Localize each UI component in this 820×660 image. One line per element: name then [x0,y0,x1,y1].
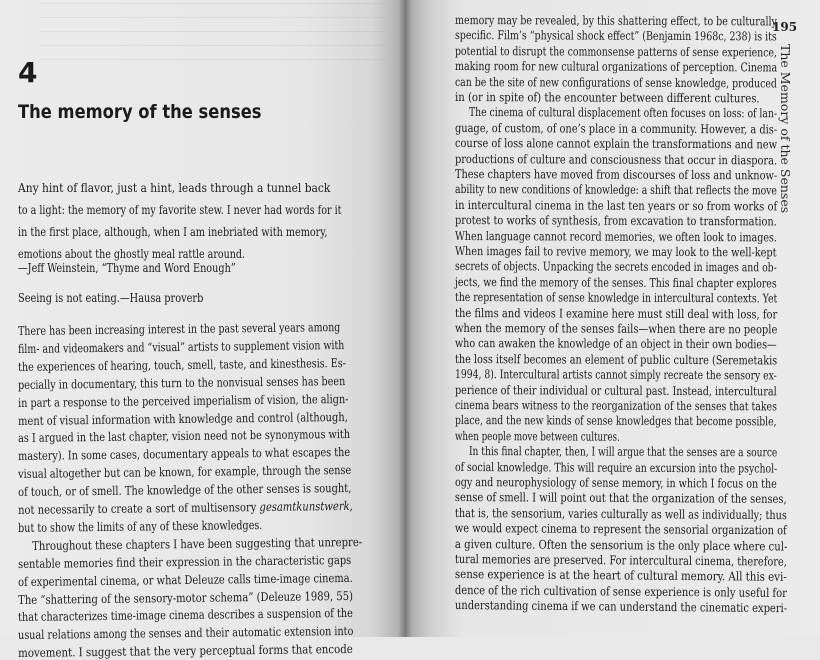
body-line: These chapters have moved from discourses of loss and unknow- [454,167,778,183]
body-line: of touch, or of smell. The knowledge of the other senses is sought, [18,481,352,500]
body-line: sense experience is at the heart of cultural memory. All this evi- [454,567,787,585]
body-line: specific. Film’s “physical shock effect” (Benjamin 1968c, 238) is its [454,28,777,44]
body-line: jects, we find the memory of the senses. This final chapter explores [454,274,777,291]
show-through-text [40,0,385,60]
body-line: Throughout these chapters I have been suggesting that unrepre- [32,534,363,553]
body-line: when people move between cultures. [454,428,620,444]
body-line: that characterizes time-image cinema describes a suspension of the [18,606,353,625]
body-line: of experimental cinema, or what Deleuze calls time-image cinema. [18,570,353,589]
body-line: that is, the sensorium, varies culturally as well as individually; thus [454,505,787,522]
book-gutter [398,0,412,637]
body-line: guage, of custom, of one’s place in a community. However, a dis- [454,120,778,137]
epigraph-line: in the first place, although, when I am inebriated with memory, [18,225,328,239]
body-line: tural memories are preserved. For intercultural cinema, therefore, [454,552,787,569]
running-head: The Memory of the Senses [778,44,793,214]
body-line: who can awaken the knowledge of an object in their own bodies— [454,336,777,352]
chapter-number: 4 [18,56,39,89]
body-line: in part a response to the perceived imperialism of vision, the align- [18,391,349,410]
left-page [0,0,405,660]
body-line: secrets of objects. Unpacking the secrets encoded in images and ob- [454,259,777,275]
chapter-title: The memory of the senses [18,101,262,123]
body-line: in intercultural cinema in the last ten years or so from works of [454,197,778,214]
body-line: not necessarily to create a sort of multisensory gesamtkunstwerk, [18,498,353,517]
epigraph-line: to a light: the memory of my favorite stew. I never had words for it [18,203,342,217]
body-line: protest to works of synthesis, from excavation to transformation. [454,213,777,229]
body-line: making room for new cultural organizations of perception. Cinema [454,59,778,75]
body-line: pecially in documentary, this turn to the nonvisual senses has been [18,373,346,392]
body-line: movement. I suggest that the very perceptual forms that encode [18,642,353,660]
body-line: understanding cinema if we can understand the cinematic experi- [454,598,788,616]
body-line: dence of the rich cultivation of sense experience is only useful for [454,582,787,600]
body-line: the films and videos I examine here must still deal with loss, for [454,305,778,321]
body-line: sentable memories find their expression in the characteristic gaps [18,552,352,571]
body-line: ability to new conditions of knowledge: a shift that reflects the move [454,182,777,198]
body-line: 1994, 8). Intercultural artists cannot simply recreate the sensory ex- [454,367,777,383]
body-line: film- and videomakers and “visual” artists to supplement vision with [18,337,345,356]
body-line: as I argued in the last chapter, vision need not be synonymous with [18,427,351,446]
body-line: In this final chapter, then, I will argue that the senses are a source [468,444,778,460]
page-number: 195 [772,20,798,34]
body-line: mastery). In some cases, documentary appeals to what escapes the [18,445,351,464]
body-line: place, and the new kinds of sense knowledges that become possible, [454,413,777,429]
body-line: There has been increasing interest in the past several years among [18,320,341,338]
body-line: ment of visual information with knowledge and control (although, [18,409,348,428]
body-line: can be the site of new configurations of sense knowledge, produced [454,74,777,90]
body-line: potential to disrupt the commonsense patterns of sense experience, [454,43,777,60]
body-line: sense of smell. I will point out that the organization of the senses, [454,490,787,507]
body-line: the representation of sense knowledge in intercultural contexts. Yet [454,290,778,306]
epigraph-line: emotions about the ghostly meal rattle around. [18,247,245,261]
body-line: visual altogether but can be known, for example, through the sense [18,463,352,482]
epigraph-line: Any hint of flavor, just a hint, leads through a tunnel back [18,181,331,195]
body-line: in (or in spite of) the encounter between different cultures. [454,90,760,106]
body-line: When language cannot record memories, we often look to images. [454,228,778,244]
body-line: usual relations among the senses and their automatic extension into [18,624,354,643]
body-line: when the memory of the senses fails—when there are no people [454,321,778,337]
body-line: the experiences of hearing, touch, smell, taste, and kinesthesis. Es- [18,355,346,374]
body-line: course of loss alone cannot explain the transformations and new [454,136,778,152]
body-line: memory may be revealed, by this shattering effect, to be culturally [454,13,777,29]
epigraph-proverb: Seeing is not eating.—Hausa proverb [18,291,204,305]
body-line: a given culture. Often the sensorium is the only place where cul- [454,536,788,554]
body-line: The cinema of cultural displacement often focuses on loss: of lan- [468,105,778,121]
body-line: cinema bears witness to the reorganization of the senses that takes [454,398,777,414]
body-line: The “shattering of the sensory-motor schema” (Deleuze 1989, 55) [18,588,354,607]
body-line: of social knowledge. This will require an excursion into the psychol- [454,459,778,476]
body-line: we would expect cinema to represent the sensorial organization of [454,521,787,538]
right-page [405,0,820,637]
body-line: the loss itself becomes an element of public culture (Seremetakis [454,351,778,368]
body-line: but to show the limits of any of these knowledges. [18,517,263,535]
body-line: perience of their individual or cultural past. Instead, intercultural [454,382,777,398]
epigraph-attribution: —Jeff Weinstein, “Thyme and Word Enough” [18,261,236,275]
body-line: ogy and neurophysiology of sense memory, in which I focus on the [454,475,777,491]
body-line: When images fail to revive memory, we may look to the well-kept [454,244,777,260]
body-line: productions of culture and consciousness that occur in diaspora. [454,151,778,167]
